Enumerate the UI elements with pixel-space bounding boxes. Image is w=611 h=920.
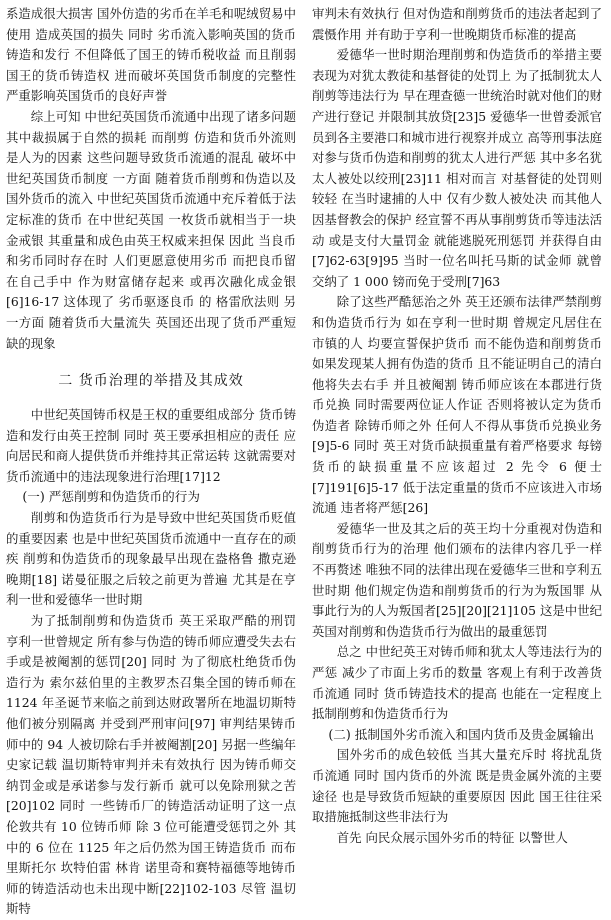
paragraph: 审判未有效执行 但对伪造和削剪货币的违法者起到了震慑作用 并有助于亨利一世晚期货币标准的提高	[312, 6, 602, 42]
paragraph: 为了抵制削剪和伪造货币 英王采取严酷的刑罚 亨利一世曾规定 所有参与伪造的铸币师应遭受失去右手或是被阉割的惩罚[20] 同时 为了彻底杜绝货币伪造行为 索尔兹伯里的主教罗杰召集全国的铸币师在 1124 年圣诞节来临之前到达财政署所在地温切斯特 他们被分别隔离 并受到严刑审问[97] 审判结果铸币师中的 94 人被切除右手并被阉割[20] 另据一些编年史家记载 温切斯特审判并未有效执行 因为铸币师交纳罚金或是承诺参与发行新币 就可以免除刑狱之苦[20]102 同时 一些铸币厂的铸造活动证明了这一点 伦敦共有 10 位铸币师 除 3 位可能遭受惩罚之外 其中的 6 位在 1125 年之后仍然为国王铸造货币 而布里斯托尔 坎特伯雷 林肯 诺里奇和赛特福德等地铸币师的铸造活动也未出现中断[22]102-103 尽管 温切斯特	[6, 613, 296, 917]
paragraph: 爱德华一世及其之后的英王均十分重视对伪造和削剪货币行为的治理 他们颁布的法律内容几乎一样 不再赘述 唯独不同的法律出现在爱德华三世和亨利五世时期 他们规定伪造和削剪货币的行为为叛国罪 从事此行为的人为叛国者[25][20][21]105 这是中世纪英国对削剪和伪造货币行为做出的最重惩罚	[312, 520, 602, 639]
paragraph: 爱德华一世时期治理削剪和伪造货币的举措主要表现为对犹太教徒和基督徒的处罚上 为了抵制犹太人削剪等违法行为 早在理查德一世统治时就对他们的财产进行登记 并限制其放贷[23]5 爱德华一世曾委派官员到各主要港口和城市进行视察并成立 高等刑事法庭 对参与货币伪造和削剪的犹太人进行严惩 其中多名犹太人被处以绞刑[23]11 相对而言 对基督徒的处罚则较轻 在当时逮捕的人中 仅有少数人被处决 而其他人因基督教会的保护 经宣誓不再从事削剪货币等违法活动 或是支付大量罚金 就能逃脱死刑惩罚 并获得自由[7]62-63[9]95 当时一位名叫托马斯的试金师 就曾交纳了 1 000 镑而免于受刑[7]63	[312, 47, 602, 289]
paragraph: 中世纪英国铸币权是王权的重要组成部分 货币铸造和发行由英王控制 同时 英王要承担相应的责任 应向居民和商人提供货币并维持其正常运转 这就需要对货币流通中的违法现象进行治理[17]12	[6, 407, 296, 484]
paragraph: 除了这些严酷惩治之外 英王还颁布法律严禁削剪和伪造货币行为 如在亨利一世时期 曾规定凡居住在市镇的人 均要宣誓保护货币 而不能伪造和削剪货币 如果发现某人拥有伪造的货币 且不能证明自己的清白 他将失去右手 并且被阉割 铸币师应该在本郡进行货币兑换 同时需要两位证人作证 否则将被认定为货币伪造者 除铸币师之外 任何人不得从事货币兑换业务[9]5-6 同时 英王对货币缺损重量有着严格要求 每镑货币的缺损重量不应该超过 2 先令 6 便士[7]191[6]5-17 低于法定重量的货币不应该进入市场流通 违者将严惩[26]	[312, 294, 602, 516]
subsection-heading: (二) 抵制国外劣币流入和国内货币及贵金属输出	[328, 726, 595, 742]
paragraph: 首先 向民众展示国外劣币的特征 以警世人	[336, 829, 568, 845]
paragraph: 总之 中世纪英王对铸币师和犹太人等违法行为的严惩 减少了市面上劣币的数量 客观上有利于改善货币流通 同时 货币铸造技术的提高 也能在一定程度上抵制削剪和伪造货币行为	[312, 644, 602, 722]
paragraph: 削剪和伪造货币行为是导致中世纪英国货币贬值的重要因素 也是中世纪英国货币流通中一直存在的顽疾 削剪和伪造货币的现象最早出现在盎格鲁 撒克逊晚期[18] 诺曼征服之后较之前更为普遍 尤其是在亨利一世和爱德华一世时期	[6, 510, 296, 608]
paragraph: 国外劣币的成色较低 当其大量充斥时 将扰乱货币流通 同时 国内货币的外流 既是贵金属外流的主要途径 也是导致货币短缺的重要原因 因此 国王往往采取措施抵制这些非法行为	[312, 747, 602, 825]
paragraph: 综上可知 中世纪英国货币流通中出现了诸多问题 其中裁损属于自然的损耗 而削剪 仿造和货币外流则是人为的因素 这些问题导致货币流通的混乱 破坏中世纪英国货币制度 一方面 随着货币削剪和伪造以及国外货币的流入 中世纪英国货币流通中充斥着低于法定标准的货币 在中世纪英国 一枚货币就相当于一块金戒银 其重量和成色由英王权威来担保 因此 当良币和劣币同时存在时 人们更愿意使用劣币 而把良币留在自己手中 作为财富储存起来 或再次融化成金银[6]16-17 这体现了 劣币驱逐良币 的 格雷欣法则 另一方面 随着货币大量流失 英国还出现了货币严重短缺的现象	[6, 108, 296, 351]
right-column	[312, 4, 602, 848]
subsection-heading: (一) 严惩削剪和伪造货币的行为	[22, 489, 200, 505]
left-column	[6, 4, 296, 920]
section-heading: 二 货币治理的举措及其成效	[58, 373, 244, 390]
paragraph: 系造成很大损害 国外仿造的劣币在羊毛和呢绒贸易中使用 造成英国的损失 同时 劣币流入影响英国的货币铸造和发行 不但降低了国王的铸币税收益 而且削弱国王的货币铸造权 进而破坏英国货币制度的完整性 严重影响英国货币的良好声誉	[6, 6, 296, 104]
